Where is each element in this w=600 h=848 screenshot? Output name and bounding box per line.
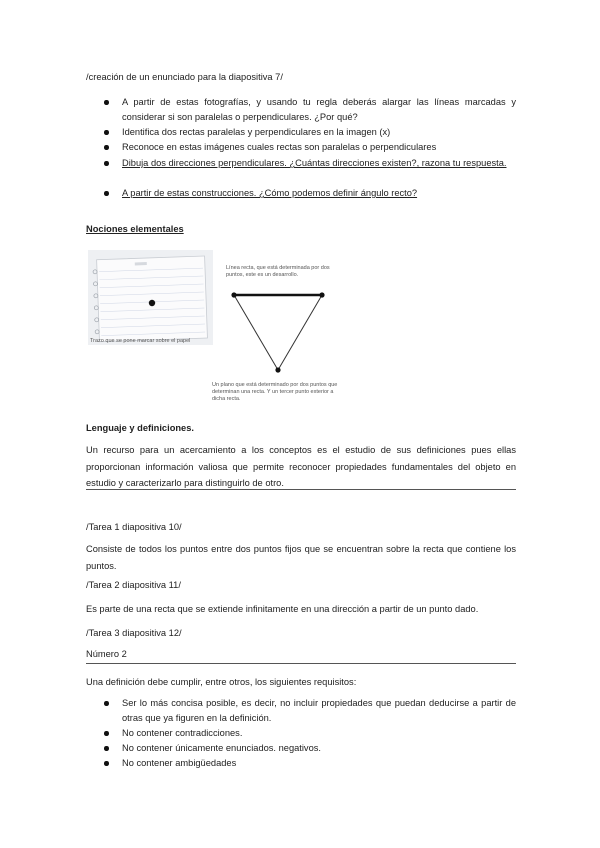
caption-paper: Trazo que se pone marcar sobre el papel bbox=[90, 338, 191, 344]
bullet-text: Dibuja dos direcciones perpendiculares. ¿Cuántas direcciones existen?, razona tu respuesta. bbox=[122, 158, 507, 168]
bullet-dot bbox=[104, 161, 109, 166]
bullet-text: A partir de estas fotografías, y usando tu regla deberás alargar las líneas marcadas y considerar si son paralelas o perpendiculares. ¿Por qué? bbox=[122, 97, 516, 122]
figure bbox=[86, 245, 346, 405]
bullet-dot bbox=[104, 130, 109, 135]
bullet-dot bbox=[104, 701, 109, 706]
bullet-dot bbox=[104, 746, 109, 751]
bullet-text: A partir de estas construcciones. ¿Cómo podemos definir ángulo recto? bbox=[122, 188, 418, 198]
notebook-paper-photo bbox=[88, 250, 213, 345]
lang-paragraph: Un recurso para un acercamiento a los conceptos es el estudio de sus definiciones pues ellas proporcionan información valiosa que permite reconocer propiedades fundamentales del objeto en estudio y caracterizarlo para distinguirlo de otro. bbox=[86, 445, 516, 488]
requisito-text: No contener contradicciones. bbox=[122, 728, 243, 738]
bullet-text: Identifica dos rectas paralelas y perpendiculares en la imagen (x) bbox=[122, 127, 391, 137]
triangle-diagram bbox=[226, 287, 346, 382]
tarea1-text: Consiste de todos los puntos entre dos puntos fijos que se encuentran sobre la recta que contiene los puntos. bbox=[86, 544, 516, 571]
requisitos-intro: Una definición debe cumplir, entre otros, los siguientes requisitos: bbox=[86, 677, 357, 687]
lang-heading: Lenguaje y definiciones. bbox=[86, 423, 194, 433]
bullet-dot bbox=[104, 145, 109, 150]
bullet-text: Reconoce en estas imágenes cuales rectas son paralelas o perpendiculares bbox=[122, 142, 437, 152]
tarea3-label: /Tarea 3 diapositiva 12/ bbox=[86, 628, 182, 638]
numero-label: Número 2 bbox=[86, 649, 127, 659]
bullet-dot bbox=[104, 761, 109, 766]
header-line: /creación de un enunciado para la diapositiva 7/ bbox=[86, 72, 283, 82]
caption-triangle: Un plano que está determinado por dos puntos que determinan una recta. Y un tercer punto exterior a dicha recta. bbox=[212, 382, 338, 402]
divider bbox=[86, 489, 516, 490]
requisito-text: No contener ambigüedades bbox=[122, 758, 237, 768]
bullet-dot bbox=[104, 191, 109, 196]
divider bbox=[86, 663, 516, 664]
tarea2-label: /Tarea 2 diapositiva 11/ bbox=[86, 580, 181, 590]
requisito-text: Ser lo más concisa posible, es decir, no incluir propiedades que puedan deducirse a partir de otras que ya figuren en la definición. bbox=[122, 698, 516, 723]
bullet-dot bbox=[104, 731, 109, 736]
section-heading: Nociones elementales bbox=[86, 224, 184, 234]
bullet-dot bbox=[104, 100, 109, 105]
tarea1-label: /Tarea 1 diapositiva 10/ bbox=[86, 522, 182, 532]
caption-segment: Línea recta, que está determinada por dos puntos, este es un desarrollo. bbox=[226, 265, 330, 278]
tarea2-text: Es parte de una recta que se extiende infinitamente en una dirección a partir de un punto dado. bbox=[86, 604, 479, 614]
requisito-text: No contener únicamente enunciados. negativos. bbox=[122, 743, 321, 753]
